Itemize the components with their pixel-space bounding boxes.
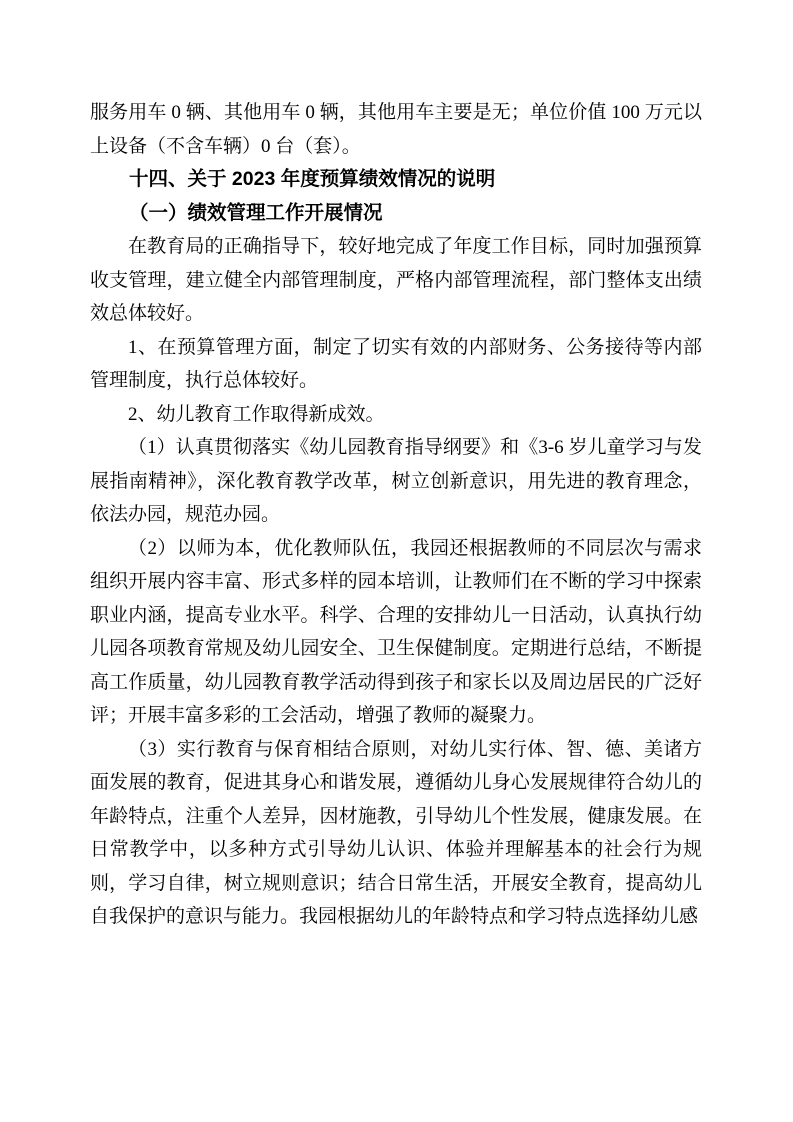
body-paragraph-point-3-care-education: （3）实行教育与保育相结合原则，对幼儿实行体、智、德、美诸方面发展的教育，促进其身心和谐发展，遵循幼儿身心发展规律符合幼儿的年龄特点，注重个人差异，因材施教，引导幼儿个性发展，健康发展。在日常教学中，以多种方式引导幼儿认识、体验并理解基本的社会行为规则，学习自律，树立规则意识；结合日常生活，开展安全教育，提高幼儿自我保护的意识与能力。我园根据幼儿的年龄特点和学习特点选择幼儿感: [90, 738, 702, 927]
body-paragraph-overview: 在教育局的正确指导下，较好地完成了年度工作目标，同时加强预算收支管理，建立健全内部管理制度，严格内部管理流程，部门整体支出绩效总体较好。: [90, 236, 702, 324]
body-paragraph-item-1-budget-management: 1、在预算管理方面，制定了切实有效的内部财务、公务接待等内部管理制度，执行总体较好。: [90, 336, 702, 391]
body-paragraph-point-2-teachers: （2）以师为本，优化教师队伍，我园还根据教师的不同层次与需求组织开展内容丰富、形式多样的园本培训，让教师们在不断的学习中探索职业内涵，提高专业水平。科学、合理的安排幼儿一日活动，认真执行幼儿园各项教育常规及幼儿园安全、卫生保健制度。定期进行总结，不断提高工作质量，幼儿园教育教学活动得到孩子和家长以及周边居民的广泛好评；开展丰富多彩的工会活动，增强了教师的凝聚力。: [90, 537, 702, 726]
section-heading-14-budget-performance: 十四、关于 2023 年度预算绩效情况的说明: [129, 168, 496, 190]
body-paragraph-point-1-guidelines: （1）认真贯彻落实《幼儿园教育指导纲要》和《3-6 岁儿童学习与发展指南精神》，深化教育教学改革，树立创新意识，用先进的教育理念，依法办园，规范办园。: [90, 437, 702, 525]
body-paragraph-item-2-education-results: 2、幼儿教育工作取得新成效。: [128, 403, 385, 425]
subsection-heading-1-performance-management: （一）绩效管理工作开展情况: [129, 201, 383, 224]
body-paragraph-vehicles-equipment: 服务用车 0 辆、其他用车 0 辆，其他用车主要是无；单位价值 100 万元以上设备（不含车辆）0 台（套）。: [90, 102, 702, 157]
